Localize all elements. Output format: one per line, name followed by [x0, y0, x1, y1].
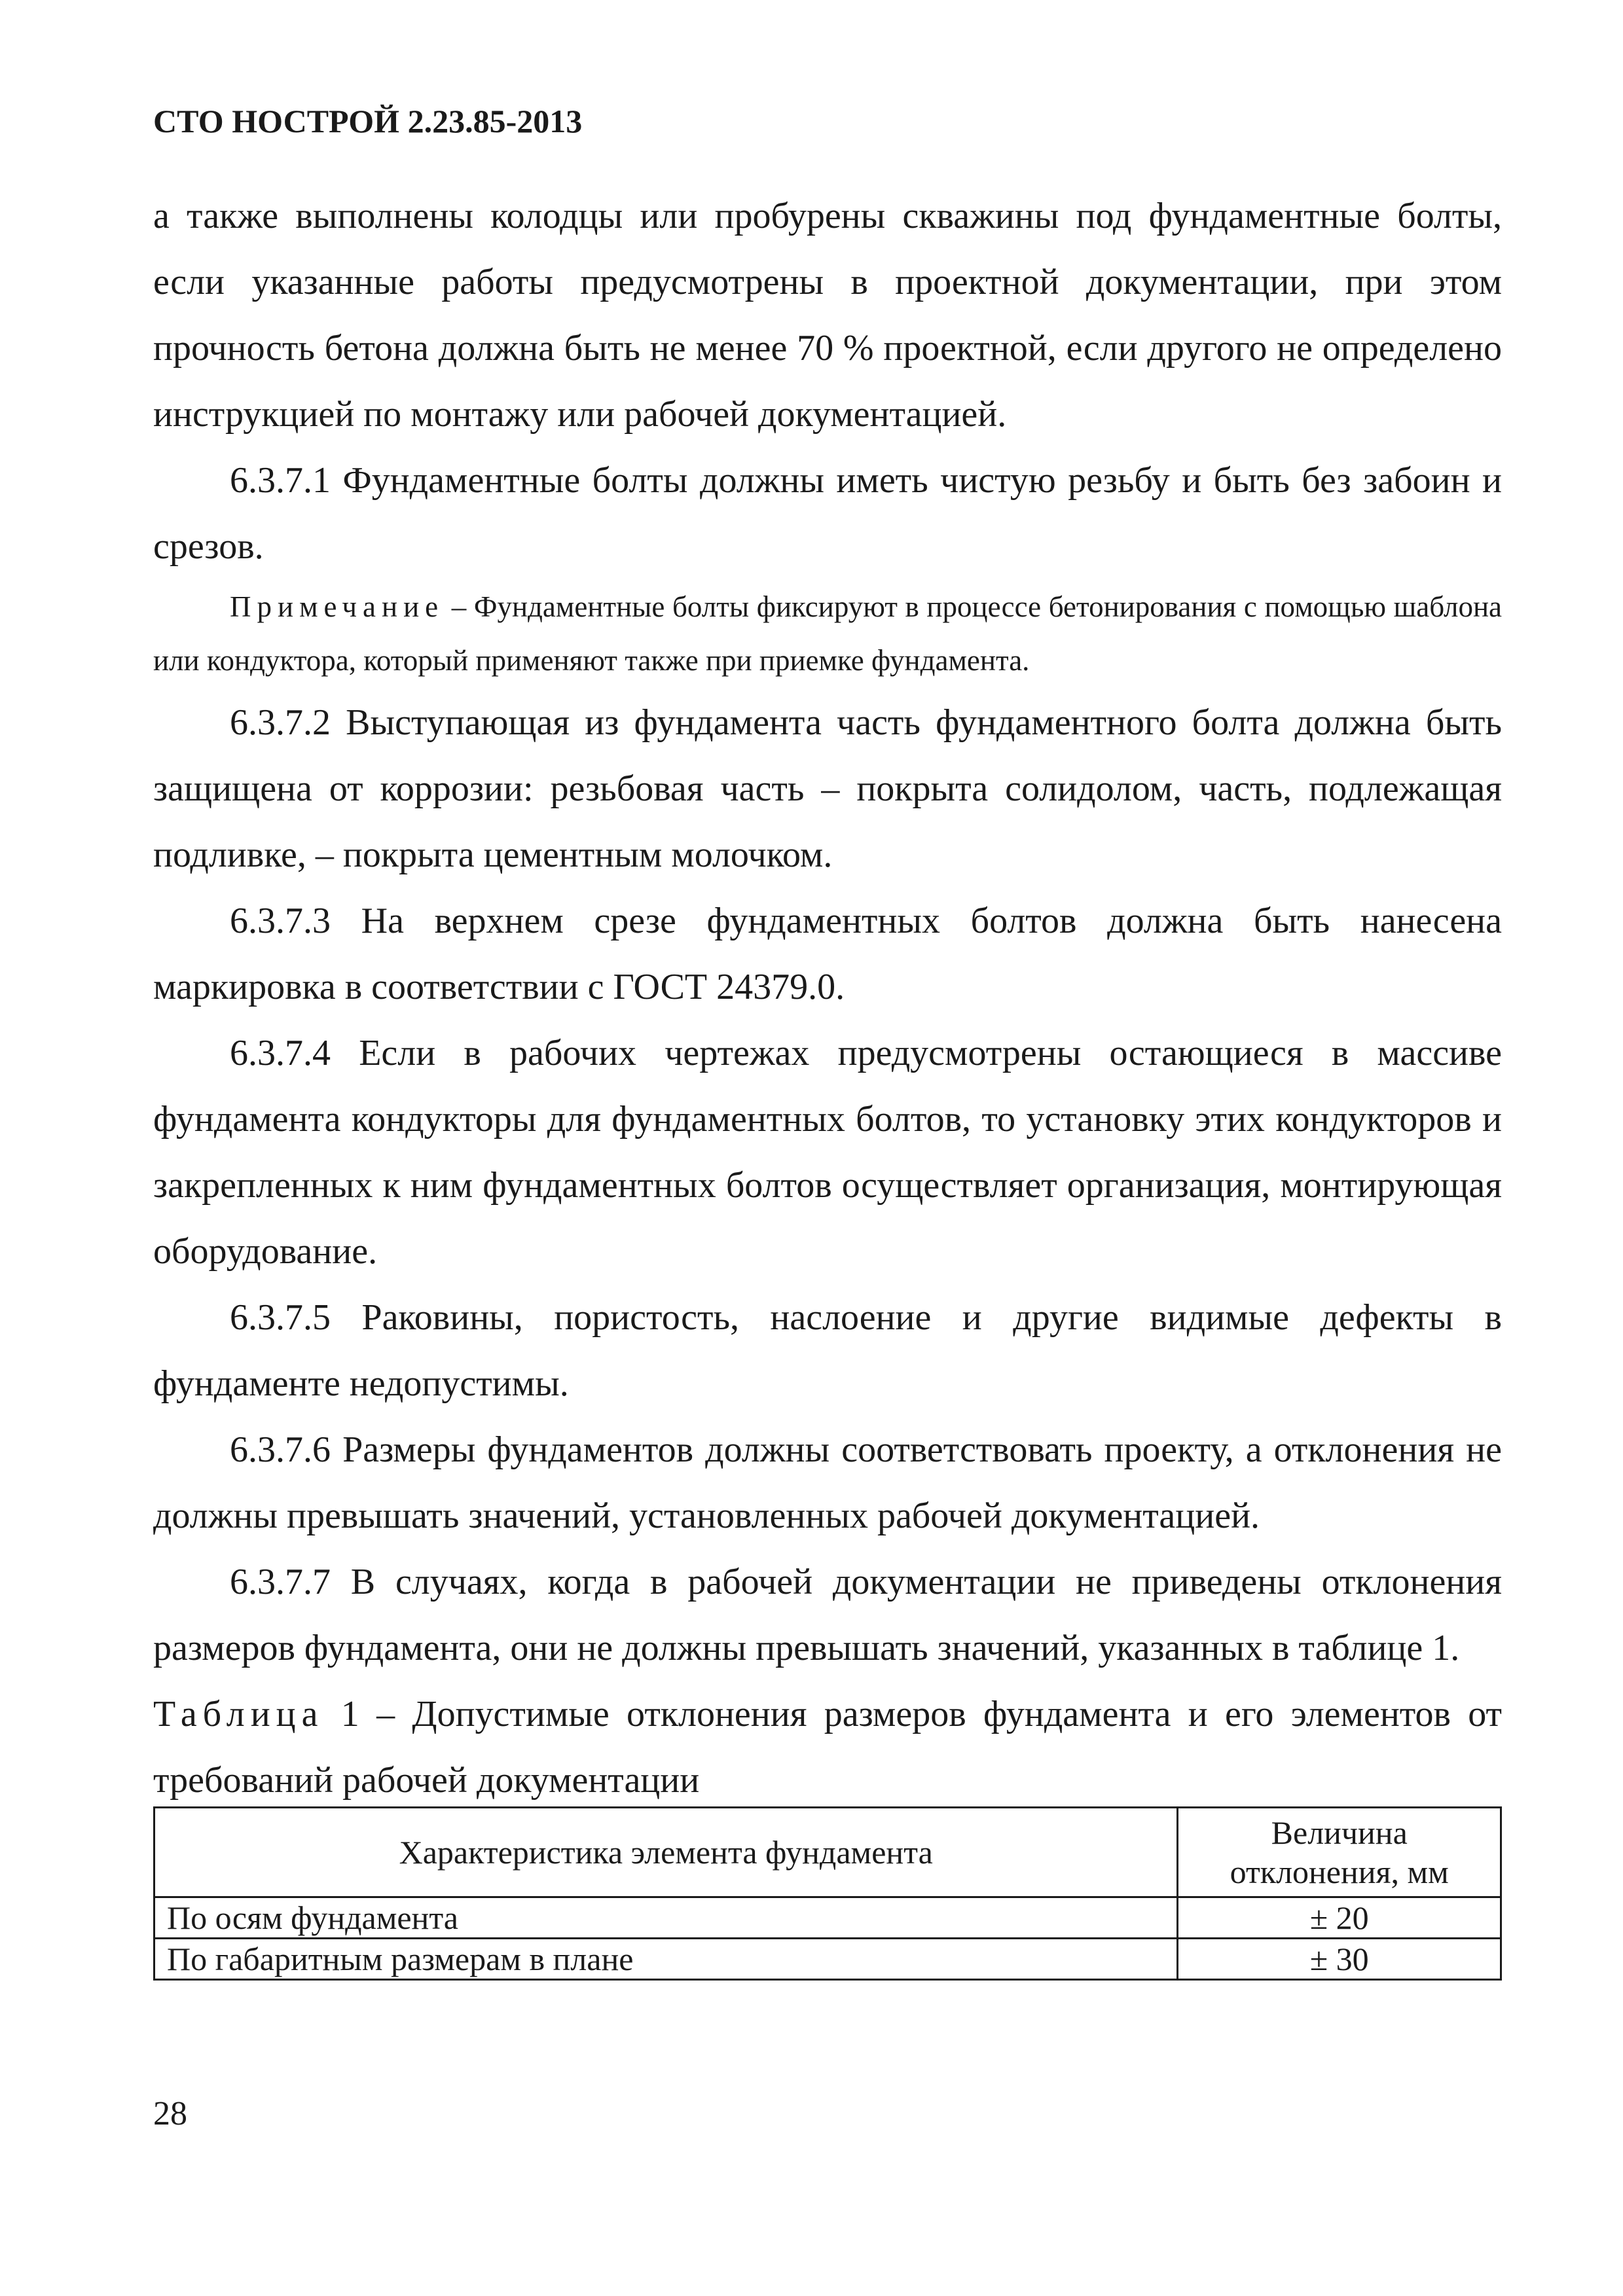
table-caption	[153, 1681, 1502, 1814]
paragraph-6-3-7-2: 6.3.7.2 Выступающая из фундамента часть фундаментного болта должна быть защищена от коррозии: резьбовая часть – покрыта солидолом, часть, подлежащая подливке, – покрыта цементным молочком.	[153, 702, 1502, 875]
paragraph-6-3-7-7: 6.3.7.7 В случаях, когда в рабочей документации не приведены отклонения размеров фундамента, они не должны превышать значений, указанных в таблице 1.	[153, 1562, 1502, 1668]
paragraph-6-3-7-1: 6.3.7.1 Фундаментные болты должны иметь чистую резьбу и быть без забоин и срезов.	[153, 460, 1502, 567]
note-label: Примечание	[230, 590, 445, 623]
table-caption-label: Таблица	[153, 1694, 324, 1734]
column-header-deviation: Величина отклонения, мм	[1178, 1808, 1501, 1897]
note	[153, 580, 1502, 687]
paragraph-6-3-7-6: 6.3.7.6 Размеры фундаментов должны соответствовать проекту, а отклонения не должны превышать значений, установленных рабочей документацией.	[153, 1429, 1502, 1536]
table-cell-deviation: ± 30	[1178, 1939, 1501, 1980]
table-cell-characteristic: По осям фундамента	[155, 1897, 1178, 1939]
page-number: 28	[153, 2095, 187, 2132]
paragraph-6-3-7-4: 6.3.7.4 Если в рабочих чертежах предусмотрены остающиеся в массиве фундамента кондукторы для фундаментных болтов, то установку этих кондукторов и закрепленных к ним фундаментных болтов осуществляет организация, монтирующая оборудование.	[153, 1033, 1502, 1272]
table-header-row	[155, 1808, 1501, 1897]
table-cell-deviation: ± 20	[1178, 1897, 1501, 1939]
table-row	[155, 1897, 1501, 1939]
column-header-characteristic: Характеристика элемента фундамента	[155, 1808, 1178, 1897]
paragraph-6-3-7-5: 6.3.7.5 Раковины, пористость, наслоение и другие видимые дефекты в фундаменте недопустимы.	[153, 1297, 1502, 1404]
document-header: СТО НОСТРОЙ 2.23.85-2013	[153, 103, 583, 139]
paragraph-6-3-7-3: 6.3.7.3 На верхнем срезе фундаментных болтов должна быть нанесена маркировка в соответствии с ГОСТ 24379.0.	[153, 901, 1502, 1007]
paragraph-continuation: а также выполнены колодцы или пробурены скважины под фундаментные болты, если указанные работы предусмотрены в проектной документации, при этом прочность бетона должна быть не менее 70 % проектной, если другого не определено инструкцией по монтажу или рабочей документацией.	[153, 196, 1502, 435]
table-row	[155, 1939, 1501, 1980]
deviation-table	[153, 1806, 1502, 1981]
table-cell-characteristic: По габаритным размерам в плане	[155, 1939, 1178, 1980]
body-text	[153, 183, 1502, 1814]
table-caption-text: 1 – Допустимые отклонения размеров фундамента и его элементов от требований рабочей документации	[153, 1694, 1502, 1801]
note-text: – Фундаментные болты фиксируют в процессе бетонирования с помощью шаблона или кондуктора, который применяют также при приемке фундамента.	[153, 590, 1502, 677]
